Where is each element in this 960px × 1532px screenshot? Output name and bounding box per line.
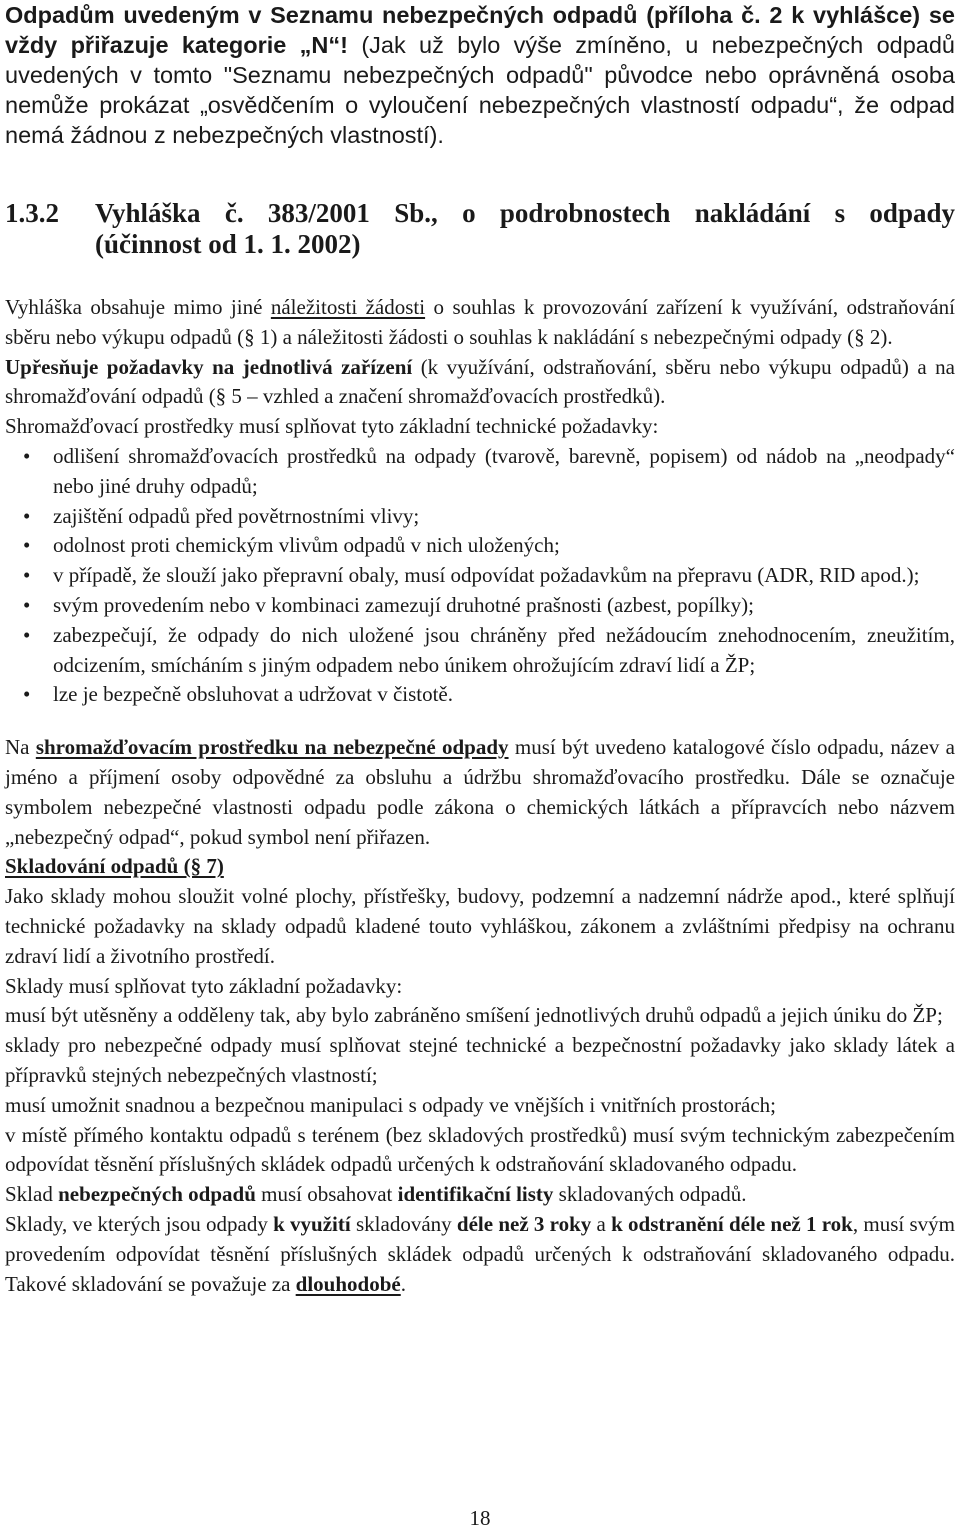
section-title-line-2: (účinnost od 1. 1. 2002) bbox=[95, 229, 361, 259]
list-item bbox=[5, 442, 955, 502]
storage-heading-text: Skladování odpadů (§ 7) bbox=[5, 854, 224, 879]
text-run: Na bbox=[5, 735, 36, 760]
paragraph-container-requirements: Shromažďovací prostředky musí splňovat tyto základní technické požadavky: bbox=[5, 414, 659, 439]
list-item-text: svým provedením nebo v kombinaci zamezují druhotné prašnosti (azbest, popílky); bbox=[53, 592, 754, 617]
underlined-term-hazardous-container: shromažďovacím prostředku na nebezpečné odpady bbox=[35, 735, 509, 760]
list-item bbox=[5, 561, 955, 591]
bullet-icon: • bbox=[23, 533, 31, 558]
bullet-icon: • bbox=[23, 622, 31, 647]
list-item bbox=[5, 621, 955, 681]
bold-phrase: identifikační listy bbox=[397, 1182, 554, 1207]
text-run: Sklad bbox=[5, 1182, 59, 1207]
list-item-text: odlišení shromažďovacích prostředků na odpady (tvarově, barevně, popisem) od nádob na „neodpady“ nebo jiné druhy odpadů; bbox=[53, 443, 955, 498]
list-item-text: lze je bezpečně obsluhovat a udržovat v čistotě. bbox=[53, 682, 454, 707]
text-run: skladovány bbox=[350, 1211, 457, 1236]
list-item bbox=[5, 680, 955, 710]
bold-phrase: k využití bbox=[273, 1211, 351, 1236]
body-block-2 bbox=[5, 733, 955, 1299]
bullet-icon: • bbox=[23, 443, 31, 468]
intro-bold-sentence: Odpadům uvedeným v Seznamu nebezpečných odpadů (příloha č. 2 k vyhlášce) se vždy přiřazuje kategorie „N“! bbox=[5, 2, 955, 58]
section-title-rest: , o podrobnostech nakládání s odpady bbox=[431, 198, 955, 228]
list-item-text: zajištění odpadů před povětrnostními vlivy; bbox=[53, 503, 420, 528]
text-run: musí být uvedeno katalogové číslo odpadu, název a jméno a příjmení osoby odpovědné za obsluhu a údržbu shromažďovacího prostředku. Dále se označuje symbolem nebezpečné vlastnosti odpadu podle zákona o chemických látkách a přípravcích nebo názvem „nebezpečný odpad“, pokud symbol není přiřazen. bbox=[5, 735, 956, 849]
list-item bbox=[5, 591, 955, 621]
paragraph-facility-requirements bbox=[5, 353, 955, 413]
bullet-icon: • bbox=[23, 563, 31, 588]
bold-phrase: déle než 3 roky bbox=[456, 1211, 592, 1236]
text-run: Sklady, ve kterých jsou odpady bbox=[5, 1211, 274, 1236]
text-run: (k využívání, odstraňování, sběru nebo výkupu odpadů) a na shromažďování odpadů (§ 5 – vzhled a značení shromažďovacích prostředků). bbox=[5, 354, 955, 409]
underlined-term-long-term: dlouhodobé bbox=[295, 1271, 401, 1296]
paragraph-application-requirements bbox=[5, 293, 955, 353]
text-run: musí obsahovat bbox=[255, 1182, 398, 1207]
requirements-list bbox=[5, 442, 955, 710]
section-heading bbox=[5, 198, 955, 260]
underlined-term-application: náležitosti žádosti bbox=[270, 295, 426, 319]
bold-phrase: nebezpečných odpadů bbox=[58, 1182, 256, 1207]
bullet-icon: • bbox=[23, 503, 31, 528]
section-title-line-1 bbox=[95, 198, 955, 229]
storage-section-heading bbox=[5, 852, 955, 882]
list-item-text: zabezpečují, že odpady do nich uložené jsou chráněny před nežádoucím znehodnocením, zneužitím, odcizením, smícháním s jiným odpadem nebo únikem ohrožujícím zdraví lidí a ŽP; bbox=[53, 622, 955, 677]
text-run: skladovaných odpadů. bbox=[553, 1182, 747, 1207]
paragraph-sealing: musí být utěsněny a odděleny tak, aby bylo zabráněno smíšení jednotlivých druhů odpadů a jejich úniku do ŽP; bbox=[5, 1003, 943, 1028]
text-run: a bbox=[591, 1211, 612, 1236]
paragraph-identification-sheets bbox=[5, 1180, 955, 1210]
text-run: o souhlas k provozování zařízení k využívání, odstraňování sběru nebo výkupu odpadů (§ 1) a náležitosti žádosti o souhlas k nakládání s nebezpečnými odpady (§ 2). bbox=[5, 295, 955, 349]
list-item bbox=[5, 531, 955, 561]
text-run: . bbox=[400, 1271, 406, 1296]
section-title-bold: Vyhláška č. 383/2001 Sb. bbox=[95, 198, 432, 228]
list-item bbox=[5, 502, 955, 532]
document-page bbox=[5, 0, 955, 1299]
section-number: 1.3.2 bbox=[5, 198, 59, 228]
paragraph-storage-requirements-intro: Sklady musí splňovat tyto základní požadavky: bbox=[5, 973, 403, 998]
section-title bbox=[95, 198, 955, 260]
page-number: 18 bbox=[469, 1506, 491, 1530]
intro-paragraph bbox=[5, 0, 955, 150]
paragraph-hazardous-container-labeling bbox=[5, 733, 955, 852]
text-run: , musí svým provedením odpovídat těsnění příslušných skládek odpadů určených k odstraňování skladovaného odpadu. Takové skladování se považuje za bbox=[5, 1211, 955, 1296]
list-item-text: v případě, že slouží jako přepravní obaly, musí odpovídat požadavkům na přepravu (ADR, RID apod.); bbox=[53, 563, 920, 588]
bold-phrase: k odstranění déle než 1 rok bbox=[611, 1211, 853, 1236]
body-block-1 bbox=[5, 293, 955, 710]
bold-phrase-facility: Upřesňuje požadavky na jednotlivá zařízení bbox=[5, 354, 413, 379]
intro-note: (Jak už bylo výše zmíněno, u nebezpečných odpadů uvedených v tomto "Seznamu nebezpečných odpadů" původce nebo oprávněná osoba nemůže prokázat „osvědčením o vyloučení nebezpečných vlastností odpadu“, že odpad nemá žádnou z nebezpečných vlastností). bbox=[5, 32, 955, 148]
paragraph-storage-types: Jako sklady mohou sloužit volné plochy, přístřešky, budovy, podzemní a nadzemní nádrže apod., které splňují technické požadavky na sklady odpadů kladené touto vyhláškou, zákonem a zvláštními předpisy na ochranu zdraví lidí a životního prostředí. bbox=[5, 884, 955, 968]
paragraph-terrain-contact: v místě přímého kontaktu odpadů s terénem (bez skladových prostředků) musí svým technickým zabezpečením odpovídat těsnění příslušných skládek odpadů určených k odstraňování skladovaného odpadu. bbox=[5, 1122, 955, 1177]
list-item-text: odolnost proti chemickým vlivům odpadů v nich uložených; bbox=[53, 533, 560, 558]
paragraph-hazardous-storage: sklady pro nebezpečné odpady musí splňovat stejné technické a bezpečnostní požadavky jako sklady látek a přípravků stejných nebezpečných vlastností; bbox=[5, 1033, 955, 1087]
bullet-icon: • bbox=[23, 592, 31, 617]
paragraph-manipulation: musí umožnit snadnou a bezpečnou manipulaci s odpady ve vnějších i vnitřních prostorách; bbox=[5, 1092, 776, 1117]
bullet-icon: • bbox=[23, 682, 31, 707]
text-run: Vyhláška obsahuje mimo jiné bbox=[5, 295, 271, 319]
paragraph-long-term-storage bbox=[5, 1210, 955, 1299]
